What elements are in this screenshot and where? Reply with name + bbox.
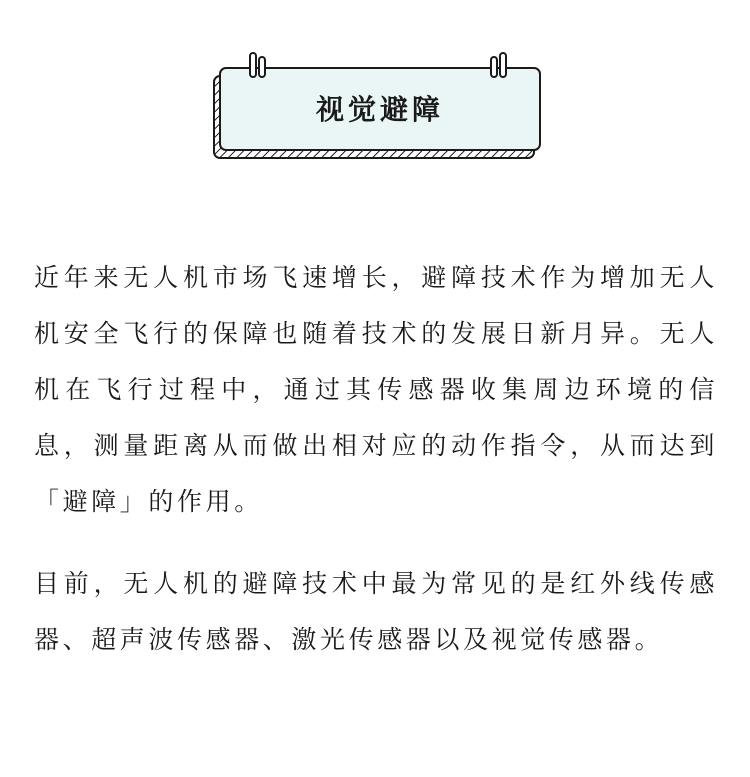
article-body xyxy=(34,250,718,668)
paragraph-intro: 近年来无人机市场飞速增长，避障技术作为增加无人机安全飞行的保障也随着技术的发展日新月异。无人机在飞行过程中，通过其传感器收集周边环境的信息，测量距离从而做出相对应的动作指令，从而达到「避障」的作用。 xyxy=(34,263,718,516)
title-card xyxy=(210,48,544,162)
page-title: 视觉避障 xyxy=(315,93,444,126)
paragraph-sensors: 目前，无人机的避障技术中最为常见的是红外线传感器、超声波传感器、激光传感器以及视觉传感器。 xyxy=(34,569,718,654)
